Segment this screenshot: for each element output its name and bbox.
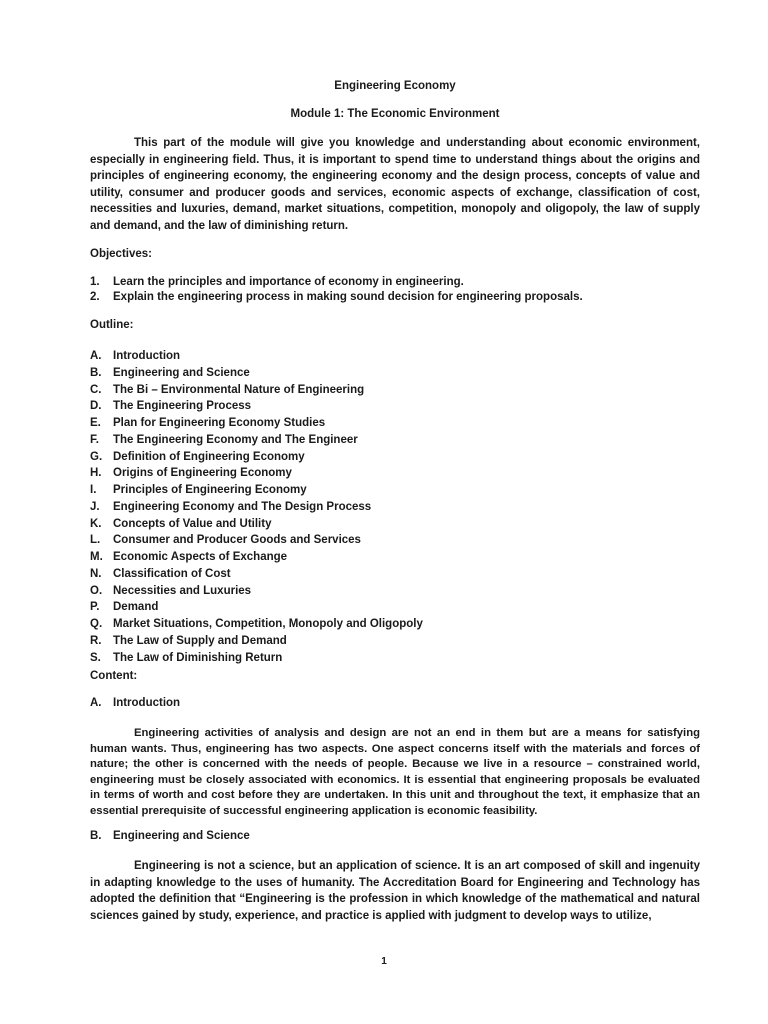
outline-text: Plan for Engineering Economy Studies xyxy=(113,417,326,429)
list-marker: O. xyxy=(90,584,103,597)
list-item xyxy=(90,290,700,305)
list-marker: 1. xyxy=(90,276,100,288)
outline-list xyxy=(90,348,700,666)
objective-text: Learn the principles and importance of economy in engineering. xyxy=(113,276,464,288)
list-marker: P. xyxy=(90,601,100,614)
list-item xyxy=(90,583,700,600)
list-item xyxy=(90,482,700,499)
section-marker: A. xyxy=(90,697,102,709)
section-marker: B. xyxy=(90,830,102,842)
list-marker: C. xyxy=(90,383,102,396)
list-item xyxy=(90,449,700,466)
module-title: Module 1: The Economic Environment xyxy=(290,108,500,120)
list-marker: F. xyxy=(90,433,99,446)
list-item xyxy=(90,382,700,399)
outline-text: Definition of Engineering Economy xyxy=(113,450,305,463)
outline-text: The Bi – Environmental Nature of Engineering xyxy=(113,383,365,396)
list-marker: L. xyxy=(90,534,101,547)
list-marker: N. xyxy=(90,567,102,580)
page-number: 1 xyxy=(381,956,387,967)
outline-text: Consumer and Producer Goods and Services xyxy=(113,534,361,547)
list-item xyxy=(90,432,700,449)
list-item xyxy=(90,616,700,633)
content-heading: Content: xyxy=(90,670,138,682)
outline-text: Engineering and Science xyxy=(113,366,250,379)
list-marker: A. xyxy=(90,350,102,362)
outline-text: Origins of Engineering Economy xyxy=(113,467,292,480)
list-item xyxy=(90,365,700,382)
document-title: Engineering Economy xyxy=(334,80,456,92)
list-marker: D. xyxy=(90,400,102,413)
objectives-list xyxy=(90,275,700,305)
list-item xyxy=(90,398,700,415)
list-item xyxy=(90,549,700,566)
list-item xyxy=(90,532,700,549)
outline-text: Concepts of Value and Utility xyxy=(113,517,272,530)
list-item xyxy=(90,275,700,290)
outline-text: Demand xyxy=(113,601,159,614)
section-paragraph: Engineering activities of analysis and design are not an end in them but are a means for satisfying human wants. Thus, engineering has two aspects. One aspect concerns itself with the materials and forces of nature; the other is concerned with the needs of people. Because we live in a resource – constrained world, engineering must be closely associated with economics. It is essential that engineering proposals be evaluated in terms of worth and cost before they are undertaken. In this unit and throughout the text, it emphasize that an essential prerequisite of successful engineering application is economic feasibility. xyxy=(90,727,700,817)
outline-heading: Outline: xyxy=(90,319,134,331)
list-marker: 2. xyxy=(90,291,100,303)
section-heading xyxy=(90,830,250,842)
list-item xyxy=(90,599,700,616)
list-item xyxy=(90,633,700,650)
list-marker: E. xyxy=(90,417,101,429)
outline-text: Introduction xyxy=(113,350,181,362)
outline-text: The Law of Supply and Demand xyxy=(113,634,287,647)
outline-text: The Law of Diminishing Return xyxy=(113,651,283,664)
list-marker: M. xyxy=(90,551,103,563)
section-paragraph: Engineering is not a science, but an application of science. It is an art composed of skill and ingenuity in adapting knowledge to the uses of humanity. The Accreditation Board for Engineering and Technology has adopted the definition that “Engineering is the profession in which knowledge of the mathematical and natural sciences gained by study, experience, and practice is applied with judgment to develop ways to utilize, xyxy=(90,860,700,922)
list-item xyxy=(90,415,700,432)
list-item xyxy=(90,348,700,365)
outline-text: The Engineering Economy and The Engineer xyxy=(113,433,358,446)
list-marker: K. xyxy=(90,517,102,530)
list-marker: B. xyxy=(90,366,102,379)
list-marker: J. xyxy=(90,500,100,513)
outline-text: Market Situations, Competition, Monopoly and Oligopoly xyxy=(113,618,423,630)
intro-paragraph: This part of the module will give you knowledge and understanding about economic environment, especially in engineering field. Thus, it is important to spend time to understand things about the origins and principles of engineering economy, the engineering economy and the design process, concepts of value and utility, consumer and producer goods and services, economic aspects of exchange, classification of cost, necessities and luxuries, demand, market situations, competition, monopoly and oligopoly, the law of supply and demand, and the law of diminishing return. xyxy=(90,137,700,232)
outline-text: Classification of Cost xyxy=(113,567,231,580)
list-item xyxy=(90,465,700,482)
list-item xyxy=(90,650,700,667)
list-item xyxy=(90,499,700,516)
objectives-heading: Objectives: xyxy=(90,248,152,260)
list-item xyxy=(90,516,700,533)
section-heading xyxy=(90,697,180,709)
outline-text: Engineering Economy and The Design Process xyxy=(113,500,372,513)
list-marker: H. xyxy=(90,467,102,480)
list-marker: R. xyxy=(90,634,102,647)
outline-text: Principles of Engineering Economy xyxy=(113,484,307,496)
outline-text: Economic Aspects of Exchange xyxy=(113,551,288,563)
outline-text: Necessities and Luxuries xyxy=(113,584,252,597)
list-marker: S. xyxy=(90,651,101,664)
outline-text: The Engineering Process xyxy=(113,400,252,413)
list-marker: I. xyxy=(90,484,97,496)
list-item xyxy=(90,566,700,583)
objective-text: Explain the engineering process in making sound decision for engineering proposals. xyxy=(113,291,583,303)
section-title: Introduction xyxy=(113,697,181,709)
list-marker: Q. xyxy=(90,618,103,630)
section-title: Engineering and Science xyxy=(113,830,250,842)
list-marker: G. xyxy=(90,450,103,463)
